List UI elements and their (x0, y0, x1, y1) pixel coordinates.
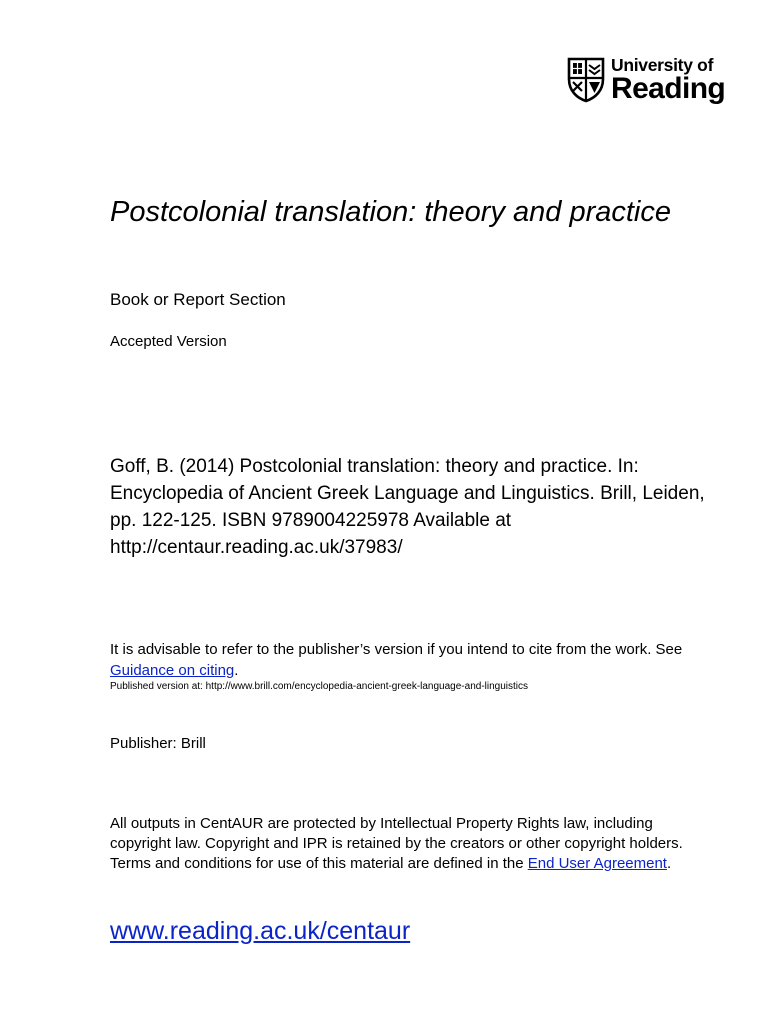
publisher: Publisher: Brill (110, 735, 206, 752)
university-of-reading-logo (567, 55, 727, 107)
guidance-on-citing-link[interactable]: Guidance on citing (110, 662, 235, 679)
citation-advisory (110, 639, 710, 681)
rights-text-end: . (666, 855, 672, 872)
centaur-website-link[interactable]: www.reading.ac.uk/centaur (110, 917, 411, 945)
rights-statement (110, 814, 710, 874)
advisory-text-end: . (234, 662, 239, 679)
logo-line-reading: Reading (611, 72, 726, 105)
logo-wordmark (611, 55, 727, 107)
published-version-note: Published version at: http://www.brill.com/encyclopedia-ancient-greek-language-and-linguistics (110, 681, 528, 692)
logo-line-university-of: University of (611, 55, 714, 75)
document-title: Postcolonial translation: theory and practice (110, 196, 671, 228)
rights-text: All outputs in CentAUR are protected by Intellectual Property Rights law, including copyright law. Copyright and IPR is retained by the creators or other copyright holders. Terms and conditions for use of this material are defined in the (110, 815, 683, 872)
end-user-agreement-link[interactable]: End User Agreement (527, 855, 667, 872)
item-type: Book or Report Section (110, 290, 286, 309)
university-crest-icon (567, 57, 605, 103)
citation: Goff, B. (2014) Postcolonial translation: theory and practice. In: Encyclopedia of Ancient Greek Language and Linguistics. Brill, Leiden, pp. 122-125. ISBN 9789004225978 Available at http://centaur.reading.ac.uk/37983/ (110, 456, 705, 558)
advisory-text: It is advisable to refer to the publisher’s version if you intend to cite from the work. See (110, 641, 683, 658)
version-label: Accepted Version (110, 333, 227, 350)
